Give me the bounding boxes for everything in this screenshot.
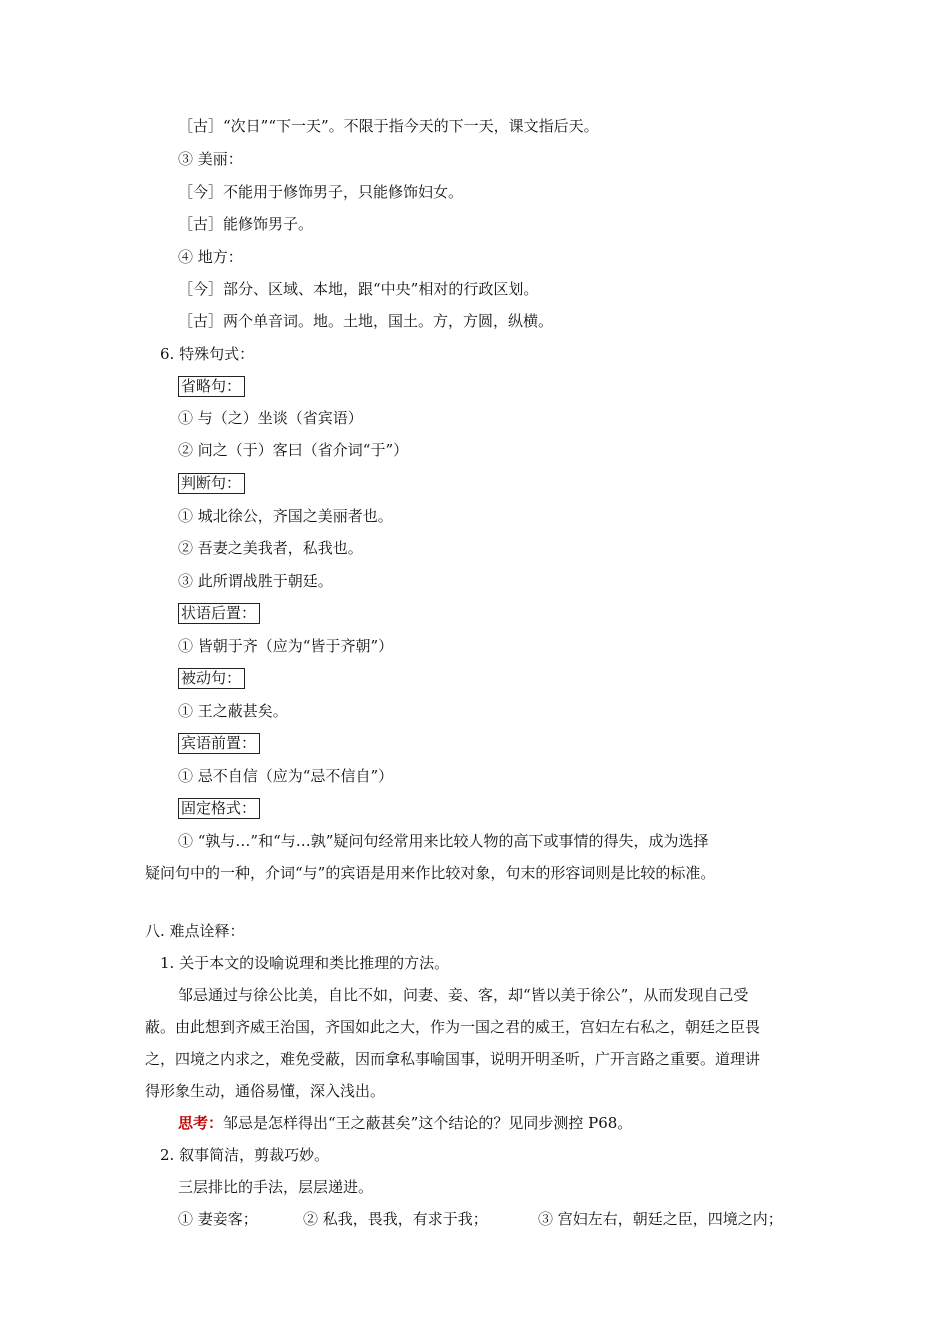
boxed-label-text: 固定格式： [178, 798, 260, 819]
boxed-label-text: 判断句： [178, 473, 245, 494]
text-line: ［古］能修饰男子。 [178, 215, 314, 233]
section-heading: 6. 特殊句式： [160, 345, 255, 363]
think-note [178, 1113, 632, 1133]
boxed-label-text: 被动句： [178, 668, 245, 689]
section-heading: 八. 难点诠释： [145, 922, 245, 940]
text-line: ② 问之（于）客曰（省介词“于”） [178, 441, 409, 459]
text-line: 三层排比的手法，层层递进。 [178, 1178, 374, 1196]
boxed-label [178, 376, 245, 397]
text-line: ① 忌不自信（应为“忌不信自”） [178, 767, 394, 785]
text-line: ② 吾妻之美我者，私我也。 [178, 539, 363, 557]
boxed-label-text: 状语后置： [178, 603, 260, 624]
subsection-heading: 2. 叙事简洁，剪裁巧妙。 [160, 1146, 330, 1164]
text-line: ［古］两个单音词。地。土地，国土。方，方圆，纵横。 [178, 312, 554, 330]
boxed-label [178, 473, 245, 494]
paragraph-line: 之，四境之内求之，难免受蔽，因而拿私事喻国事，说明开明圣听，广开言路之重要。道理讲 [145, 1050, 761, 1068]
boxed-label [178, 733, 260, 754]
boxed-label [178, 668, 245, 689]
paragraph-line: 邹忌通过与徐公比美，自比不如，问妻、妾、客，却“皆以美于徐公”，从而发现自己受 [178, 986, 749, 1004]
paragraph-line: ① “孰与…”和“与…孰”疑问句经常用来比较人物的高下或事情的得失，成为选择 [178, 832, 709, 850]
text-line: ④ 地方： [178, 248, 243, 266]
text-line: ③ 此所谓战胜于朝廷。 [178, 572, 333, 590]
boxed-label-text: 省略句： [178, 376, 245, 397]
text-line: ③ 美丽： [178, 150, 243, 168]
think-label: 思考： [178, 1114, 224, 1132]
boxed-label [178, 603, 260, 624]
text-line: ① 与（之）坐谈（省宾语） [178, 409, 363, 427]
think-text: 邹忌是怎样得出“王之蔽甚矣”这个结论的？见同步测控 P68。 [223, 1114, 633, 1132]
subsection-heading: 1. 关于本文的设喻说理和类比推理的方法。 [160, 954, 450, 972]
paragraph-line: 疑问句中的一种，介词“与”的宾语是用来作比较对象，句末的形容词则是比较的标准。 [145, 864, 716, 882]
paragraph-line: 得形象生动，通俗易懂，深入浅出。 [145, 1082, 386, 1100]
text-line: ［古］“次日”“下一天”。不限于指今天的下一天，课文指后天。 [178, 117, 599, 135]
boxed-label [178, 798, 260, 819]
boxed-label-text: 宾语前置： [178, 733, 260, 754]
paragraph-line: 蔽。由此想到齐威王治国，齐国如此之大，作为一国之君的威王，宫妇左右私之，朝廷之臣畏 [145, 1018, 761, 1036]
text-line: ① 妻妾客； [178, 1210, 258, 1228]
text-line: ① 城北徐公，齐国之美丽者也。 [178, 507, 393, 525]
text-line: ① 皆朝于齐（应为“皆于齐朝”） [178, 637, 394, 655]
text-line: ［今］部分、区域、本地，跟“中央”相对的行政区划。 [178, 280, 539, 298]
text-line: ［今］不能用于修饰男子，只能修饰妇女。 [178, 183, 464, 201]
text-line: ① 王之蔽甚矣。 [178, 702, 288, 720]
text-line: ③ 宫妇左右，朝廷之臣，四境之内； [538, 1210, 783, 1228]
text-line: ② 私我，畏我，有求于我； [303, 1210, 488, 1228]
